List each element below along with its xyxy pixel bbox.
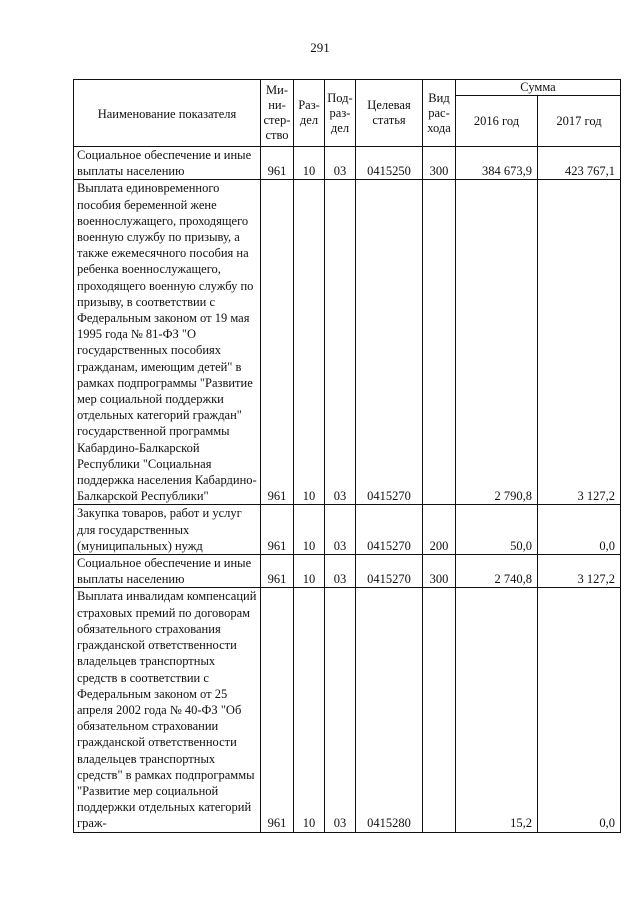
table-row <box>74 180 621 505</box>
row-subsection: 03 <box>325 147 356 180</box>
header-sum: Сумма <box>456 80 621 96</box>
header-target-article: Целевая статья <box>356 80 423 147</box>
row-sum-2016: 50,0 <box>456 505 538 555</box>
row-target-article: 0415280 <box>356 588 423 832</box>
row-expense-type <box>423 588 456 832</box>
row-name: Закупка товаров, работ и услуг для государственных (муниципальных) нужд <box>74 505 261 555</box>
row-expense-type: 200 <box>423 505 456 555</box>
row-target-article: 0415270 <box>356 555 423 588</box>
row-section: 10 <box>294 180 325 505</box>
row-sum-2017: 3 127,2 <box>538 180 621 505</box>
row-subsection: 03 <box>325 588 356 832</box>
budget-table <box>73 79 621 833</box>
row-target-article: 0415250 <box>356 147 423 180</box>
header-subsection: Под- раз- дел <box>325 80 356 147</box>
table-row <box>74 505 621 555</box>
row-ministry: 961 <box>261 147 294 180</box>
row-sum-2016: 2 740,8 <box>456 555 538 588</box>
header-ministry: Ми- ни- стер- ство <box>261 80 294 147</box>
row-name: Выплата инвалидам компенсаций страховых премий по договорам обязательного страхования гражданской ответственности владельцев транспортных средств в соответствии с Федеральным законом от 25 апреля 2002 года № 40-ФЗ "Об обязательном страховании гражданской ответственности владельцев транспортных средств" в рамках подпрограммы "Развитие мер социальной поддержки отдельных категорий граж- <box>74 588 261 832</box>
header-2017: 2017 год <box>538 96 621 147</box>
header-section: Раз- дел <box>294 80 325 147</box>
row-sum-2016: 384 673,9 <box>456 147 538 180</box>
row-section: 10 <box>294 555 325 588</box>
header-expense-type: Вид рас- хода <box>423 80 456 147</box>
row-sum-2017: 0,0 <box>538 505 621 555</box>
row-expense-type: 300 <box>423 147 456 180</box>
row-name: Социальное обеспечение и иные выплаты населению <box>74 555 261 588</box>
row-subsection: 03 <box>325 555 356 588</box>
row-target-article: 0415270 <box>356 180 423 505</box>
row-sum-2017: 423 767,1 <box>538 147 621 180</box>
row-name: Социальное обеспечение и иные выплаты населению <box>74 147 261 180</box>
header-name: Наименование показателя <box>74 80 261 147</box>
row-ministry: 961 <box>261 555 294 588</box>
row-expense-type <box>423 180 456 505</box>
row-ministry: 961 <box>261 588 294 832</box>
table-row <box>74 555 621 588</box>
row-sum-2016: 15,2 <box>456 588 538 832</box>
table-row <box>74 588 621 832</box>
row-section: 10 <box>294 588 325 832</box>
page-number: 291 <box>310 40 330 55</box>
row-subsection: 03 <box>325 180 356 505</box>
row-sum-2017: 3 127,2 <box>538 555 621 588</box>
row-ministry: 961 <box>261 180 294 505</box>
row-subsection: 03 <box>325 505 356 555</box>
row-section: 10 <box>294 147 325 180</box>
row-sum-2016: 2 790,8 <box>456 180 538 505</box>
row-name: Выплата единовременного пособия беременной жене военнослужащего, проходящего военную службу по призыву, а также ежемесячного пособия на ребенка военнослужащего, проходящего военную службу по призыву, в соответствии с Федеральным законом от 19 мая 1995 года № 81-ФЗ "О государственных пособиях гражданам, имеющим детей" в рамках подпрограммы "Развитие мер социальной поддержки отдельных категорий граждан" государственной программы Кабардино-Балкарской Республики "Социальная поддержка населения Кабардино-Балкарской Республики" <box>74 180 261 505</box>
row-expense-type: 300 <box>423 555 456 588</box>
header-2016: 2016 год <box>456 96 538 147</box>
row-section: 10 <box>294 505 325 555</box>
row-sum-2017: 0,0 <box>538 588 621 832</box>
row-ministry: 961 <box>261 505 294 555</box>
table-row <box>74 147 621 180</box>
row-target-article: 0415270 <box>356 505 423 555</box>
